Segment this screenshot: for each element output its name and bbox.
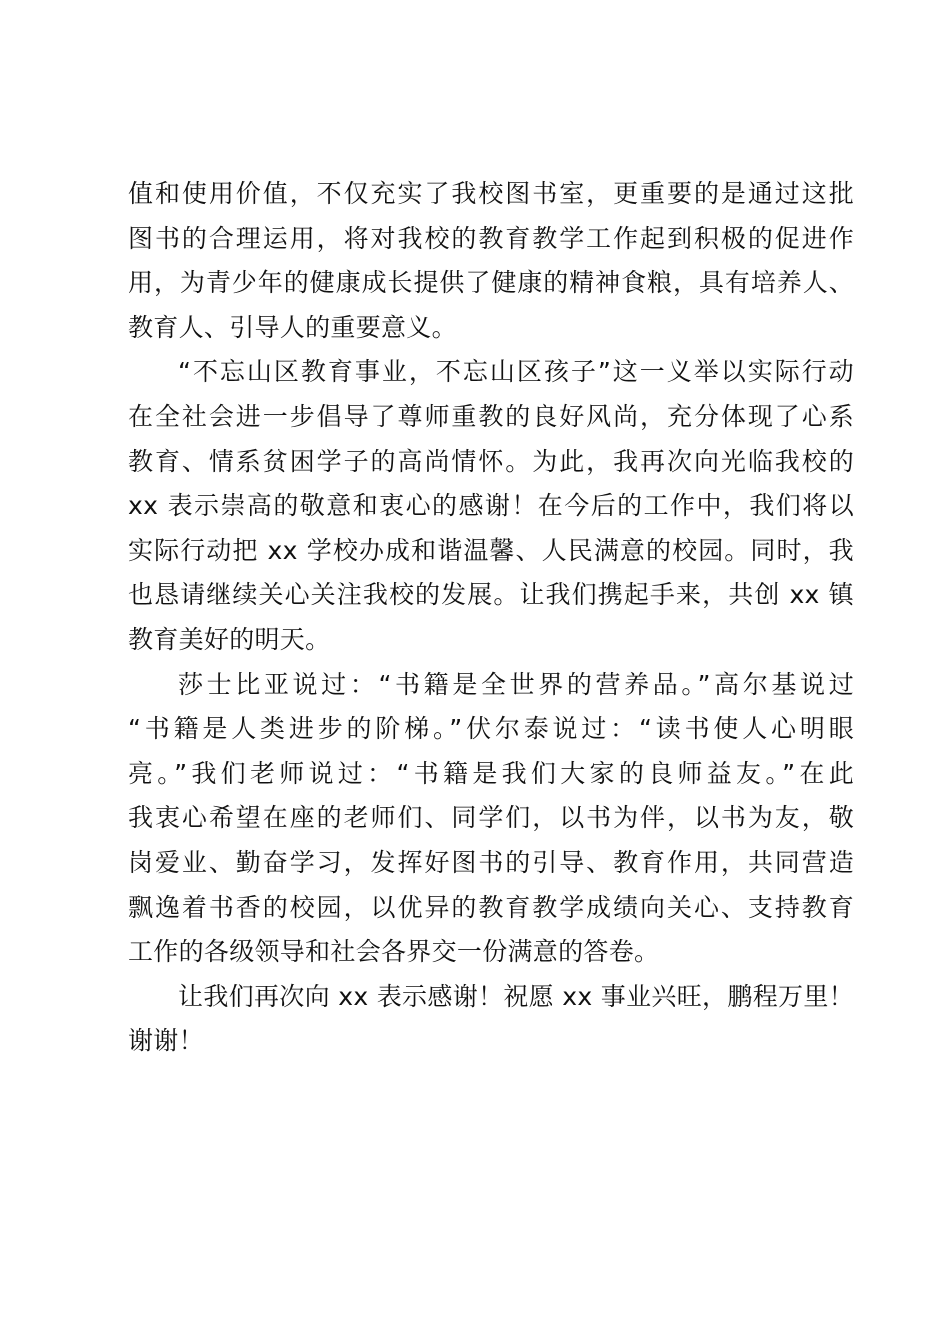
text-line: 岗爱业、勤奋学习，发挥好图书的引导、教育作用，共同营造 bbox=[128, 847, 854, 877]
text-line: 我衷心希望在座的老师们、同学们，以书为伴，以书为友，敬 bbox=[128, 803, 854, 833]
text-line: 实际行动把 xx 学校办成和谐温馨、人民满意的校园。同时，我 bbox=[128, 535, 854, 565]
text-line: 莎士比亚说过：“书籍是全世界的营养品。”高尔基说过 bbox=[178, 669, 854, 699]
text-line: 图书的合理运用，将对我校的教育教学工作起到积极的促进作 bbox=[128, 223, 854, 253]
text-line: 工作的各级领导和社会各界交一份满意的答卷。 bbox=[128, 937, 660, 967]
text-line: 在全社会进一步倡导了尊师重教的良好风尚，充分体现了心系 bbox=[128, 401, 854, 431]
text-line: xx 表示崇高的敬意和衷心的感谢！在今后的工作中，我们将以 bbox=[128, 491, 854, 521]
text-line: 教育美好的明天。 bbox=[128, 624, 331, 654]
document-body bbox=[128, 172, 854, 1064]
text-line: 用，为青少年的健康成长提供了健康的精神食粮，具有培养人、 bbox=[128, 268, 854, 298]
text-line: 也恳请继续关心关注我校的发展。让我们携起手来，共创 xx 镇 bbox=[128, 580, 854, 610]
text-line: 让我们再次向 xx 表示感谢！祝愿 xx 事业兴旺，鹏程万里！ bbox=[178, 981, 854, 1011]
text-line: “不忘山区教育事业，不忘山区孩子”这一义举以实际行动 bbox=[178, 357, 854, 387]
text-line: 谢谢！ bbox=[128, 1026, 204, 1056]
text-line: 教育、情系贫困学子的高尚情怀。为此，我再次向光临我校的 bbox=[128, 446, 854, 476]
text-line: 飘逸着书香的校园，以优异的教育教学成绩向关心、支持教育 bbox=[128, 892, 854, 922]
text-line: 教育人、引导人的重要意义。 bbox=[128, 312, 457, 342]
text-line: 亮。”我们老师说过：“书籍是我们大家的良师益友。”在此 bbox=[128, 758, 854, 788]
text-line: 值和使用价值，不仅充实了我校图书室，更重要的是通过这批 bbox=[128, 179, 854, 208]
text-line: “书籍是人类进步的阶梯。”伏尔泰说过：“读书使人心明眼 bbox=[128, 714, 854, 744]
